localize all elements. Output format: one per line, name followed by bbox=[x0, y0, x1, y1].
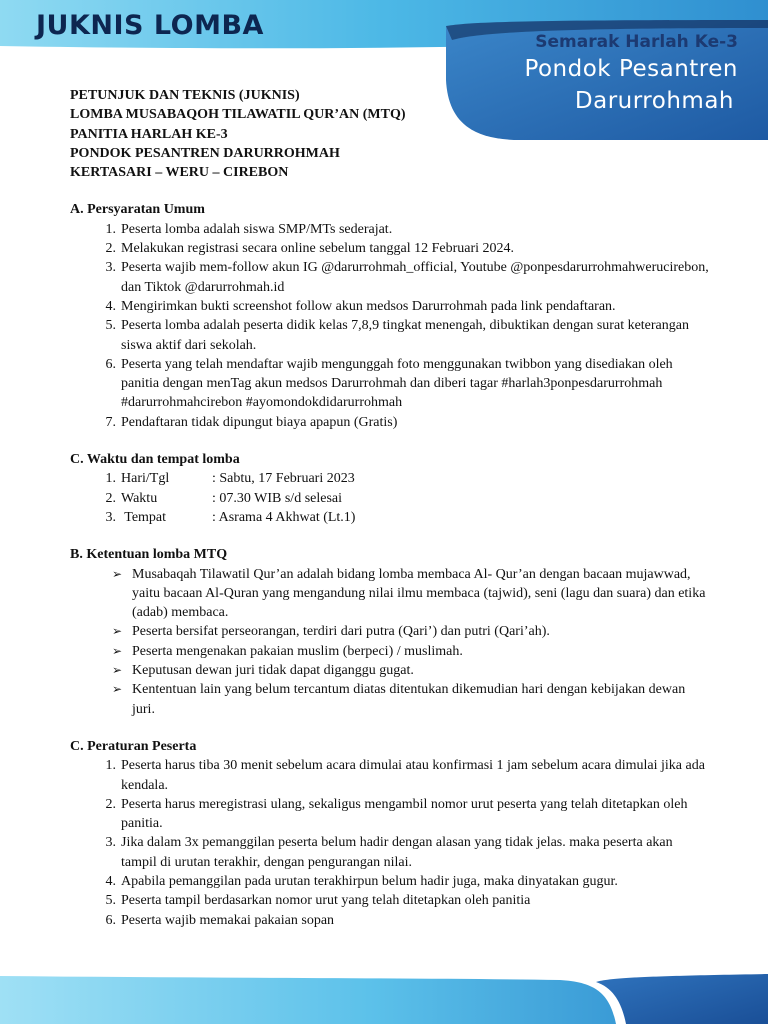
arrow-bullet-icon: ➢ bbox=[111, 643, 122, 658]
footer-wave bbox=[0, 972, 768, 1024]
intro-line: LOMBA MUSABAQOH TILAWATIL QUR’AN (MTQ) bbox=[70, 107, 406, 123]
persyaratan-list bbox=[70, 220, 710, 432]
intro-line: PANITIA HARLAH KE-3 bbox=[70, 126, 228, 142]
list-item: 6. Peserta wajib memakai pakaian sopan bbox=[105, 912, 335, 928]
intro-line: PETUNJUK DAN TEKNIS (JUKNIS) bbox=[70, 88, 300, 103]
ketentuan-list bbox=[70, 565, 710, 719]
list-item: ➢ Kententuan lain yang belum tercantum diatas ditentukan dikemudian hari dengan kebijakan dewan juri. bbox=[70, 680, 710, 719]
list-item: ➢ Musabaqah Tilawatil Qur’an adalah bidang lomba membaca Al- Qur’an dengan bacaan mujawwad, yaitu bacaan Al-Quran yang mengandung nilai ilmu membaca (tajwid), seni (lagu dan suara) dan etika (adab) membaca. bbox=[70, 565, 710, 623]
list-item: 5. Peserta lomba adalah peserta didik kelas 7,8,9 tingkat menengah, dibuktikan dengan surat keterangan siswa aktif dari sekolah. bbox=[105, 318, 689, 353]
brand-name-line2: Darurrohmah bbox=[574, 88, 734, 114]
list-item: 5. Peserta tampil berdasarkan nomor urut yang telah ditetapkan oleh panitia bbox=[105, 893, 531, 909]
list-item: 6. Peserta yang telah mendaftar wajib mengunggah foto menggunakan twibbon yang disediakan oleh panitia dengan menTag akun medsos Darurrohmah dan diberi tagar #harlah3ponpesdarurrohmah #darurrohmahcirebon #ayomondokdidarurrohmah bbox=[105, 356, 673, 411]
list-item: 1. Peserta harus tiba 30 menit sebelum acara dimulai atau konfirmasi 1 jam sebelum acara dimulai jika ada kendala. bbox=[105, 758, 705, 793]
section-title-waktu: C. Waktu dan tempat lomba bbox=[70, 452, 240, 468]
list-item: 4. Mengirimkan bukti screenshot follow akun medsos Darurrohmah pada link pendaftaran. bbox=[105, 298, 616, 314]
list-item: 1. Peserta lomba adalah siswa SMP/MTs sederajat. bbox=[105, 221, 393, 237]
list-item: ➢ Peserta bersifat perseorangan, terdiri dari putra (Qari’) dan putri (Qari’ah). bbox=[70, 622, 710, 641]
list-item: ➢ Keputusan dewan juri tidak dapat diganggu gugat. bbox=[70, 661, 710, 680]
list-item: 2. Peserta harus meregistrasi ulang, sekaligus mengambil nomor urut peserta yang telah ditetapkan oleh panitia. bbox=[105, 796, 688, 832]
intro-line: KERTASARI – WERU – CIREBON bbox=[70, 165, 289, 181]
peraturan-list bbox=[70, 756, 710, 930]
section-title-peraturan: C. Peraturan Peserta bbox=[70, 738, 197, 754]
arrow-bullet-icon: ➢ bbox=[111, 566, 122, 581]
intro-block bbox=[70, 86, 710, 182]
document-body bbox=[70, 86, 710, 930]
section-title-ketentuan: B. Ketentuan lomba MTQ bbox=[70, 547, 228, 563]
schedule-row: 1. Hari/Tgl : Sabtu, 17 Februari 2023 bbox=[105, 471, 355, 487]
schedule-list bbox=[70, 469, 710, 527]
arrow-bullet-icon: ➢ bbox=[111, 682, 122, 697]
list-item: 3. Peserta wajib mem-follow akun IG @darurrohmah_official, Youtube @ponpesdarurrohmahwerucirebon, dan Tiktok @darurrohmah.id bbox=[105, 260, 709, 295]
arrow-bullet-icon: ➢ bbox=[111, 624, 122, 639]
brand-subtitle: Semarak Harlah Ke-3 bbox=[535, 32, 738, 52]
arrow-bullet-icon: ➢ bbox=[111, 663, 122, 678]
section-title-persyaratan: A. Persyaratan Umum bbox=[70, 202, 205, 218]
list-item: ➢ Peserta mengenakan pakaian muslim (berpeci) / muslimah. bbox=[70, 642, 710, 661]
list-item: 3. Jika dalam 3x pemanggilan peserta belum hadir dengan alasan yang tidak jelas. maka peserta akan tampil di urutan terakhir, dengan pengurangan nilai. bbox=[105, 835, 673, 870]
document-title: JUKNIS LOMBA bbox=[36, 10, 264, 41]
list-item: 2. Melakukan registrasi secara online sebelum tanggal 12 Februari 2024. bbox=[105, 241, 515, 257]
schedule-row: 2. Waktu : 07.30 WIB s/d selesai bbox=[105, 490, 343, 506]
list-item: 4. Apabila pemanggilan pada urutan terakhirpun belum hadir juga, maka dinyatakan gugur. bbox=[105, 873, 618, 889]
intro-line: PONDOK PESANTREN DARURROHMAH bbox=[70, 145, 340, 161]
list-item: 7. Pendaftaran tidak dipungut biaya apapun (Gratis) bbox=[105, 414, 398, 430]
schedule-row: 3. Tempat : Asrama 4 Akhwat (Lt.1) bbox=[105, 509, 356, 525]
brand-name-line1: Pondok Pesantren bbox=[524, 56, 738, 82]
